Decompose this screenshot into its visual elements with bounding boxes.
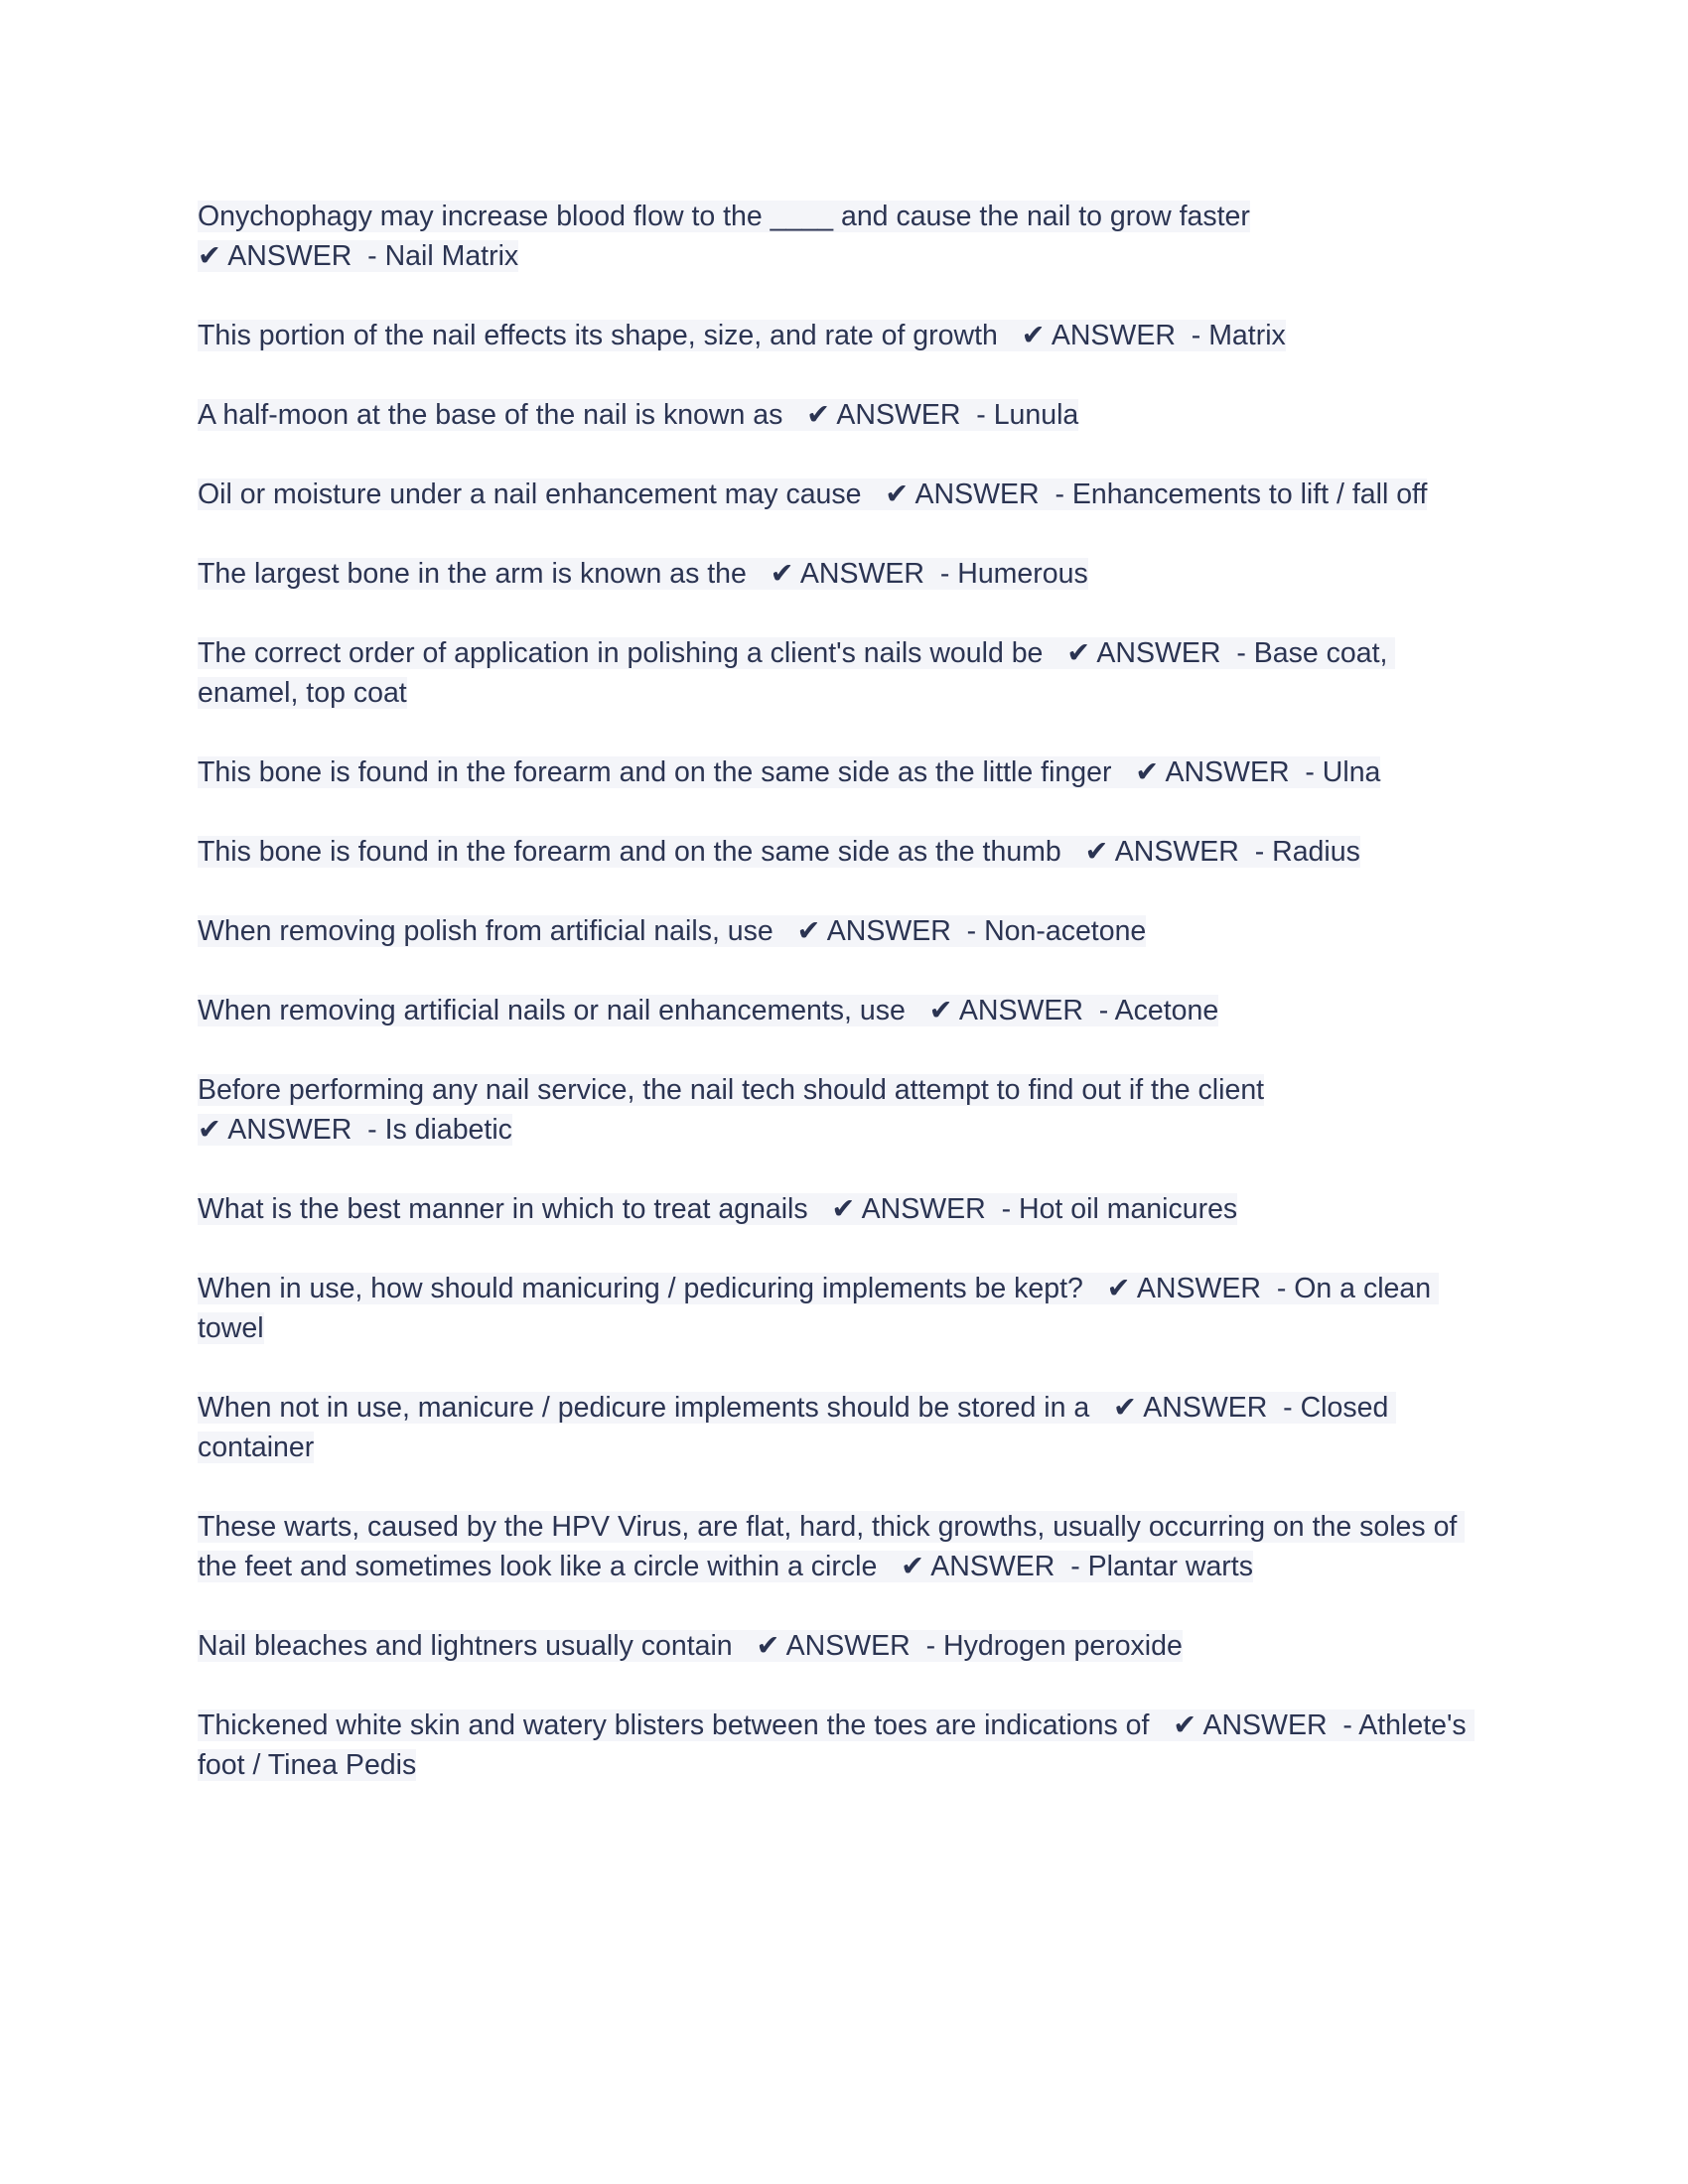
answer-text: Enhancements to lift / fall off [1071,478,1428,510]
qa-item [198,316,1488,355]
qa-highlight: What is the best manner in which to treat agnails ✔ ANSWER - Hot oil manicures [198,1193,1238,1225]
answer-marker: ✔ ANSWER [885,478,1040,510]
qa-highlight: Before performing any nail service, the nail tech should attempt to find out if the client ✔ ANSWER - Is diabetic [198,1074,1265,1146]
qa-highlight: A half-moon at the base of the nail is known as ✔ ANSWER - Lunula [198,399,1079,431]
answer-text: Humerous [957,558,1088,590]
question-text: This portion of the nail effects its shape, size, and rate of growth [198,320,998,351]
answer-text: Plantar warts [1087,1551,1253,1582]
answer-marker: ✔ ANSWER [1021,320,1176,351]
qa-item [198,197,1488,276]
question-text: When removing artificial nails or nail enhancements, use [198,995,906,1026]
qa-item [198,1070,1488,1150]
qa-highlight: This bone is found in the forearm and on the same side as the little finger ✔ ANSWER - Ulna [198,756,1381,788]
answer-marker: ✔ ANSWER [198,1114,352,1146]
qa-highlight: Thickened white skin and watery blisters between the toes are indications of ✔ ANSWER - Athlete's foot / Tinea Pedis [198,1709,1475,1781]
answer-marker: ✔ ANSWER [1173,1709,1328,1741]
qa-item [198,1507,1488,1586]
qa-item [198,395,1488,435]
question-text: This bone is found in the forearm and on the same side as the little finger [198,756,1112,788]
qa-item [198,1626,1488,1666]
question-text: When not in use, manicure / pedicure implements should be stored in a [198,1392,1090,1424]
qa-highlight: When not in use, manicure / pedicure implements should be stored in a ✔ ANSWER - Closed container [198,1392,1397,1463]
answer-marker: ✔ ANSWER [770,558,924,590]
answer-text: Hot oil manicures [1019,1193,1238,1225]
answer-marker: ✔ ANSWER [1106,1273,1261,1304]
answer-marker: ✔ ANSWER [796,915,951,947]
question-text: Before performing any nail service, the nail tech should attempt to find out if the client [198,1074,1265,1106]
answer-marker: ✔ ANSWER [1135,756,1290,788]
qa-item [198,1388,1488,1467]
answer-text: Athlete's foot / Tinea Pedis [198,1709,1475,1781]
answer-text: Ulna [1322,756,1381,788]
answer-text: Nail Matrix [384,240,519,272]
qa-item [198,752,1488,792]
qa-highlight: Oil or moisture under a nail enhancement may cause ✔ ANSWER - Enhancements to lift / fall off [198,478,1428,510]
question-text: Onychophagy may increase blood flow to the ____ and cause the nail to grow faster [198,201,1250,232]
qa-item [198,1706,1488,1785]
answer-text: Acetone [1114,995,1219,1026]
qa-item [198,1189,1488,1229]
answer-text: On a clean towel [198,1273,1440,1344]
answer-marker: ✔ ANSWER [831,1193,986,1225]
answer-marker: ✔ ANSWER [1113,1392,1268,1424]
question-text: When in use, how should manicuring / pedicuring implements be kept? [198,1273,1083,1304]
question-text: Nail bleaches and lightners usually contain [198,1630,733,1662]
question-text: Thickened white skin and watery blisters between the toes are indications of [198,1709,1150,1741]
qa-item [198,911,1488,951]
answer-text: Lunula [993,399,1079,431]
answer-text: Is diabetic [384,1114,512,1146]
qa-highlight: The correct order of application in polishing a client's nails would be ✔ ANSWER - Base coat, enamel, top coat [198,637,1396,709]
answer-marker: ✔ ANSWER [1084,836,1239,868]
question-text: These warts, caused by the HPV Virus, are flat, hard, thick growths, usually occurring on the soles of the feet and sometimes look like a circle within a circle [198,1511,1466,1582]
answer-marker: ✔ ANSWER [928,995,1083,1026]
qa-item [198,633,1488,713]
question-text: When removing polish from artificial nails, use [198,915,774,947]
question-text: This bone is found in the forearm and on the same side as the thumb [198,836,1061,868]
answer-marker: ✔ ANSWER [198,240,352,272]
qa-highlight: Nail bleaches and lightners usually contain ✔ ANSWER - Hydrogen peroxide [198,1630,1183,1662]
qa-highlight: When in use, how should manicuring / pedicuring implements be kept? ✔ ANSWER - On a clean towel [198,1273,1440,1344]
qa-highlight: Onychophagy may increase blood flow to the ____ and cause the nail to grow faster ✔ ANSWER - Nail Matrix [198,201,1250,272]
qa-highlight: This bone is found in the forearm and on the same side as the thumb ✔ ANSWER - Radius [198,836,1360,868]
answer-marker: ✔ ANSWER [806,399,961,431]
qa-item [198,475,1488,514]
qa-item [198,832,1488,872]
qa-highlight: The largest bone in the arm is known as the ✔ ANSWER - Humerous [198,558,1088,590]
qa-item [198,554,1488,594]
answer-marker: ✔ ANSWER [756,1630,911,1662]
answer-text: Hydrogen peroxide [943,1630,1183,1662]
qa-item [198,1269,1488,1348]
qa-item [198,991,1488,1030]
question-text: The largest bone in the arm is known as the [198,558,747,590]
answer-text: Closed container [198,1392,1397,1463]
answer-text: Matrix [1208,320,1286,351]
answer-text: Radius [1272,836,1360,868]
answer-marker: ✔ ANSWER [901,1551,1055,1582]
question-text: What is the best manner in which to treat agnails [198,1193,808,1225]
question-text: Oil or moisture under a nail enhancement may cause [198,478,862,510]
qa-highlight: These warts, caused by the HPV Virus, are flat, hard, thick growths, usually occurring on the soles of the feet and sometimes look like a circle within a circle ✔ ANSWER - Plantar warts [198,1511,1466,1582]
answer-marker: ✔ ANSWER [1066,637,1221,669]
qa-highlight: When removing artificial nails or nail enhancements, use ✔ ANSWER - Acetone [198,995,1219,1026]
answer-text: Non-acetone [984,915,1147,947]
question-text: The correct order of application in polishing a client's nails would be [198,637,1044,669]
answer-text: Base coat, enamel, top coat [198,637,1396,709]
qa-highlight: This portion of the nail effects its shape, size, and rate of growth ✔ ANSWER - Matrix [198,320,1286,351]
document-body [198,197,1488,1825]
qa-highlight: When removing polish from artificial nails, use ✔ ANSWER - Non-acetone [198,915,1147,947]
question-text: A half-moon at the base of the nail is known as [198,399,783,431]
